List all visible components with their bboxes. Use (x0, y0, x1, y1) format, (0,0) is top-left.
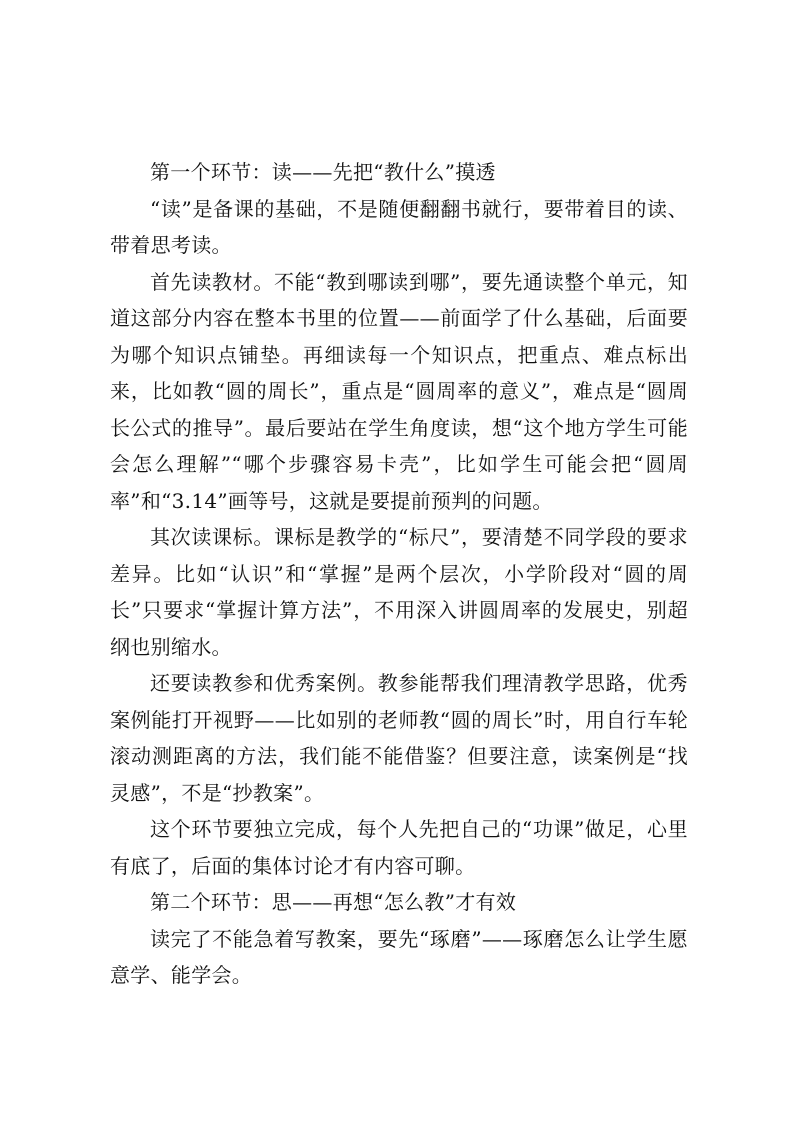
paragraph-intro: “读”是备课的基础，不是随便翻翻书就行，要带着目的读、带着思考读。 (110, 196, 688, 257)
section-heading-1: 第一个环节：读——先把“教什么”摸透 (150, 160, 496, 184)
paragraph-cases: 还要读教参和优秀案例。教参能帮我们理清教学思路，优秀案例能打开视野——比如别的老师教“圆的周长”时，用自行车轮滚动测距离的方法，我们能不能借鉴？但要注意，读案例是“找灵感”，不是“抄教案”。 (110, 671, 688, 805)
paragraph-think: 读完了不能急着写教案，要先“琢磨”——琢磨怎么让学生愿意学、能学会。 (110, 926, 688, 987)
paragraph-textbook: 首先读教材。不能“教到哪读到哪”，要先通读整个单元，知道这部分内容在整本书里的位置——前面学了什么基础，后面要为哪个知识点铺垫。再细读每一个知识点，把重点、难点标出来，比如教“圆的周长”，重点是“圆周率的意义”，难点是“圆周长公式的推导”。最后要站在学生角度读，想“这个地方学生可能会怎么理解”“哪个步骤容易卡壳”，比如学生可能会把“圆周率”和“3.14”画等号，这就是要提前预判的问题。 (110, 269, 688, 513)
paragraph-curriculum: 其次读课标。课标是教学的“标尺”，要清楚不同学段的要求差异。比如“认识”和“掌握”是两个层次，小学阶段对“圆的周长”只要求“掌握计算方法”，不用深入讲圆周率的发展史，别超纲也别缩水。 (110, 525, 688, 659)
document-body (110, 154, 688, 994)
section-heading-2: 第二个环节：思——再想“怎么教”才有效 (150, 890, 517, 914)
paragraph-independent: 这个环节要独立完成，每个人先把自己的“功课”做足，心里有底了，后面的集体讨论才有内容可聊。 (110, 817, 688, 878)
